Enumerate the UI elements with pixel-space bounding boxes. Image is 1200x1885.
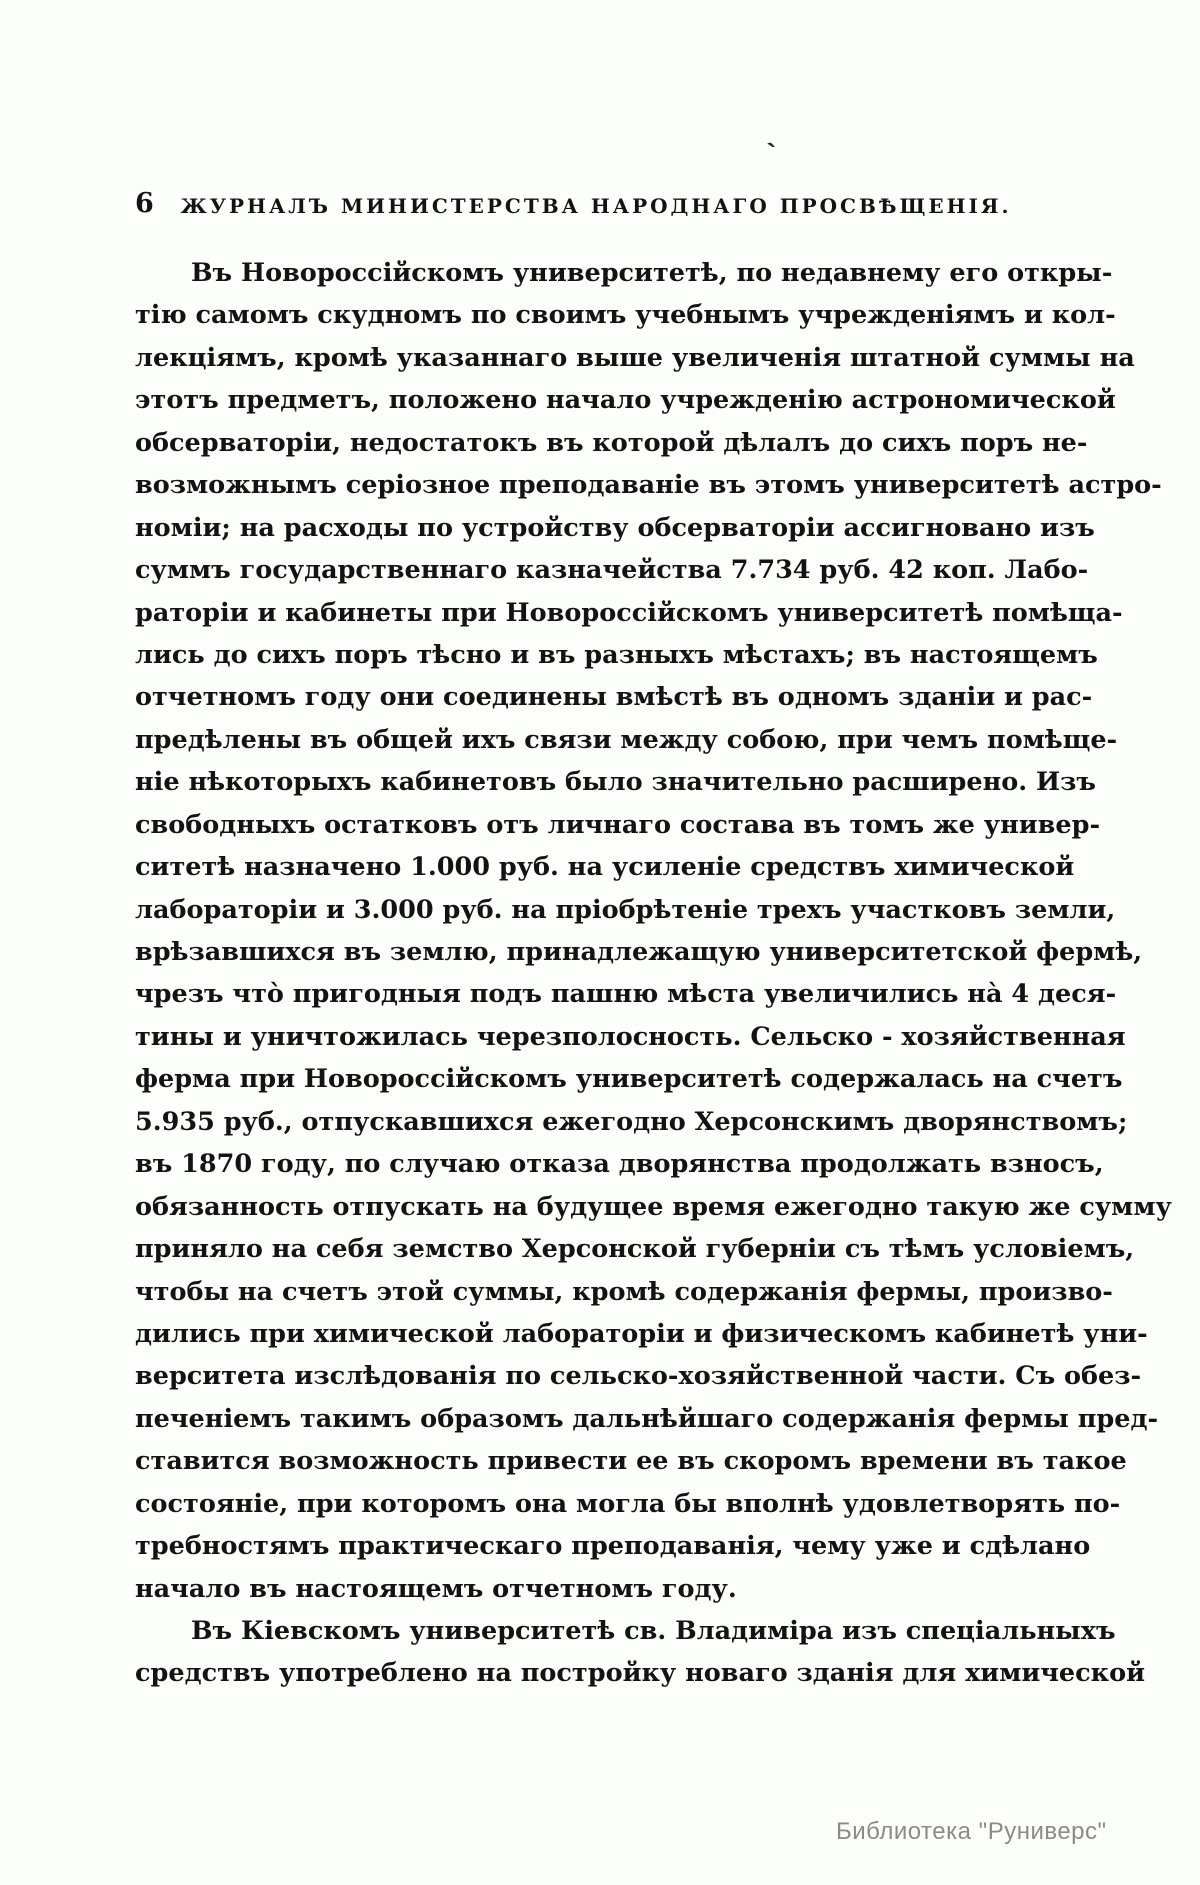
text-line: ситетѣ назначено 1.000 руб. на усиленіе средствъ химической: [135, 852, 1075, 883]
body-text: [135, 252, 1172, 1695]
library-watermark: Библиотека "Руниверс": [836, 1818, 1107, 1845]
text-line: верситета изслѣдованія по сельско-хозяйственной части. Съ обез-: [135, 1361, 1142, 1392]
text-line: требностямъ практическаго преподаванія, чему уже и сдѣлано: [135, 1531, 1091, 1562]
text-line: печеніемъ такимъ образомъ дальнѣйшаго содержанія фермы пред-: [135, 1403, 1159, 1434]
text-line: этотъ предметъ, положено начало учрежденію астрономической: [135, 385, 1116, 416]
ink-speck-mark: ˋ: [765, 138, 784, 172]
text-line: Въ Новороссійскомъ университетѣ, по недавнему его откры-: [191, 258, 1113, 288]
text-line: чрезъ что̀ пригодныя подъ пашню мѣста увеличились на̀ 4 деся-: [135, 979, 1117, 1010]
text-line: тины и уничтожилась черезполосность. Сельско - хозяйственная: [135, 1021, 1126, 1052]
page-number: 6: [135, 188, 154, 219]
journal-running-header: ЖУРНАЛЪ МИНИСТЕРСТВА НАРОДНАГО ПРОСВѢЩЕНІЯ.: [180, 194, 1012, 218]
text-line: Въ Кіевскомъ университетѣ св. Владиміра изъ спеціальныхъ: [191, 1616, 1116, 1646]
text-line: чтобы на счетъ этой суммы, кромѣ содержанія фермы, произво-: [135, 1276, 1113, 1307]
text-line: врѣзавшихся въ землю, принадлежащую университетской фермѣ,: [135, 937, 1143, 967]
text-line: суммъ государственнаго казначейства 7.734 руб. 42 коп. Лабо-: [135, 555, 1089, 586]
text-line: начало въ настоящемъ отчетномъ году.: [135, 1573, 737, 1604]
text-line: лабораторіи и 3.000 руб. на пріобрѣтеніе трехъ участковъ земли,: [135, 894, 1116, 925]
text-line: возможнымъ серіозное преподаваніе въ этомъ университетѣ астро-: [135, 470, 1162, 501]
text-line: средствъ употреблено на постройку новаго зданія для химической: [135, 1658, 1146, 1689]
text-line: тію самомъ скудномъ по своимъ учебнымъ учрежденіямъ и кол-: [135, 300, 1116, 331]
text-line: дились при химической лабораторіи и физическомъ кабинетѣ уни-: [135, 1318, 1148, 1349]
text-line: обязанность отпускать на будущее время ежегодно такую же сумму: [135, 1191, 1172, 1222]
text-line: лекціямъ, кромѣ указаннаго выше увеличенія штатной суммы на: [135, 342, 1135, 373]
text-line: предѣлены въ общей ихъ связи между собою, при чемъ помѣще-: [135, 724, 1118, 755]
text-line: состояніе, при которомъ она могла бы вполнѣ удовлетворять по-: [135, 1488, 1121, 1519]
text-line: ніе нѣкоторыхъ кабинетовъ было значительно расширено. Изъ: [135, 767, 1096, 798]
text-line: номіи; на расходы по устройству обсерваторіи ассигновано изъ: [135, 512, 1095, 543]
text-line: раторіи и кабинеты при Новороссійскомъ университетѣ помѣща-: [135, 597, 1123, 628]
text-line: отчетномъ году они соединены вмѣстѣ въ одномъ зданіи и рас-: [135, 682, 1093, 713]
text-line: приняло на себя земство Херсонской губерніи съ тѣмъ условіемъ,: [135, 1234, 1135, 1265]
text-line: обсерваторіи, недостатокъ въ которой дѣлалъ до сихъ поръ не-: [135, 427, 1088, 458]
text-line: въ 1870 году, по случаю отказа дворянства продолжать взносъ,: [135, 1149, 1104, 1180]
text-line: лись до сихъ поръ тѣсно и въ разныхъ мѣстахъ; въ настоящемъ: [135, 639, 1098, 670]
text-line: 5.935 руб., отпускавшихся ежегодно Херсонскимъ дворянствомъ;: [135, 1106, 1128, 1137]
text-line: ферма при Новороссійскомъ университетѣ содержалась на счетъ: [135, 1064, 1123, 1095]
text-line: свободныхъ остатковъ отъ личнаго состава въ томъ же универ-: [135, 809, 1101, 840]
text-line: ставится возможность привести ее въ скоромъ времени въ такое: [135, 1446, 1127, 1477]
